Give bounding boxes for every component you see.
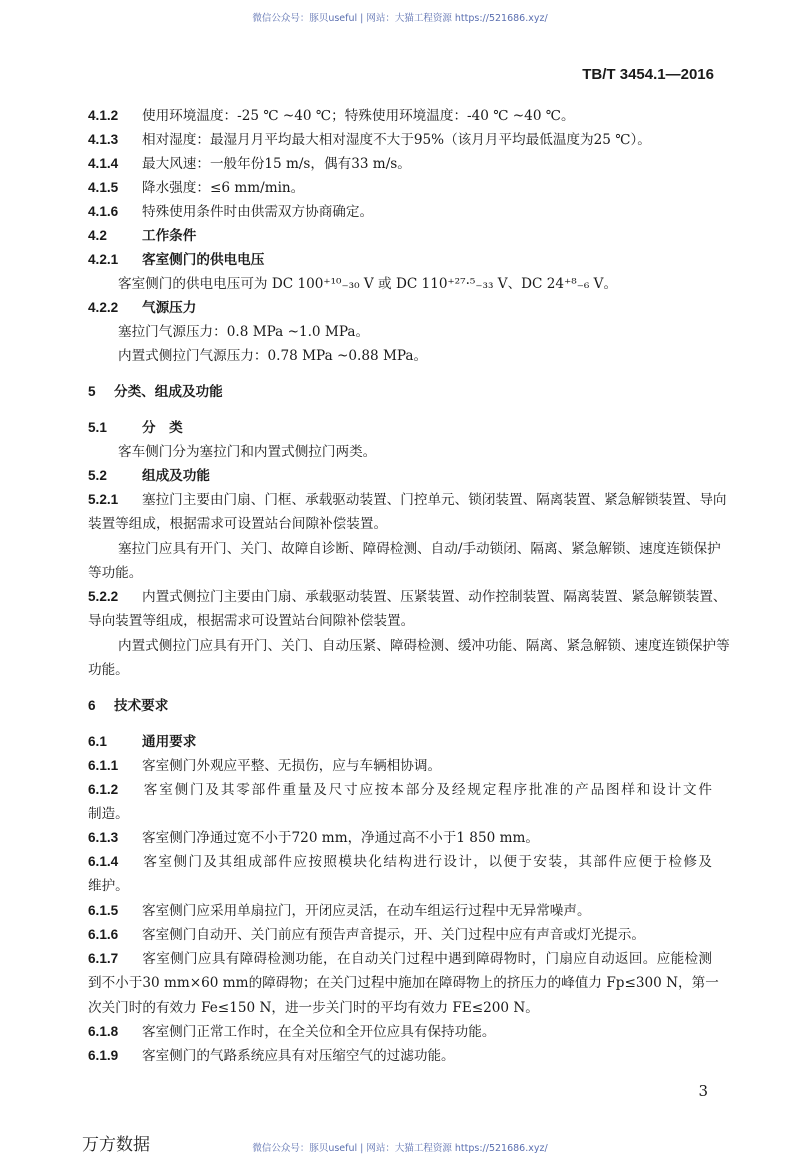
clause-text: 内置式侧拉门应具有开门、关门、自动压紧、障碍检测、缓冲功能、隔离、紧急解锁、速度连锁保护等 [118, 638, 730, 654]
text-line [88, 805, 712, 823]
text-line [88, 974, 719, 992]
text-line [118, 637, 730, 655]
text-line [88, 926, 712, 944]
clause-text: 客室侧门正常工作时，在全关位和全开位应具有保持功能。 [142, 1024, 496, 1040]
text-line [88, 515, 712, 533]
text-line [88, 950, 712, 968]
text-line [88, 588, 727, 606]
clause-number: 4.1.6 [88, 204, 119, 219]
clause-text: 客室侧门的气路系统应具有对压缩空气的过滤功能。 [142, 1048, 455, 1064]
clause-text: 客室侧门应采用单扇拉门，开闭应灵活，在动车组运行过程中无异常噪声。 [142, 903, 591, 919]
clause-number: 6.1.9 [88, 1048, 119, 1063]
clause-text: 到不小于30 mm×60 mm的障碍物；在关门过程中施加在障碍物上的挤压力的峰值力 Fp≤300 N，第一 [88, 975, 719, 991]
clause-number: 4.1.2 [88, 108, 119, 123]
clause-number: 6.1.3 [88, 830, 119, 845]
clause-text: 降水强度：≤6 mm/min。 [142, 180, 305, 196]
clause-text: 最大风速：一般年份15 m/s，偶有33 m/s。 [142, 156, 411, 172]
clause-text: 客室侧门自动开、关门前应有预告声音提示，开、关门过程中应有声音或灯光提示。 [142, 927, 645, 943]
clause-text: 通用要求 [142, 734, 197, 750]
section-heading [88, 697, 712, 715]
text-line [88, 564, 712, 582]
clause-number: 5.2.1 [88, 492, 119, 507]
section-heading [88, 383, 712, 401]
text-line [88, 179, 712, 197]
clause-number: 6.1.2 [88, 782, 119, 797]
clause-number: 6.1 [88, 734, 107, 749]
clause-text: 制造。 [88, 806, 129, 822]
section-heading [88, 419, 712, 437]
clause-text: 组成及功能 [142, 468, 210, 484]
clause-text: 相对湿度：最湿月月平均最大相对湿度不大于95%（该月月平均最低温度为25 ℃）。 [142, 132, 651, 148]
text-line [118, 275, 712, 293]
text-line [88, 491, 727, 509]
clause-text: 工作条件 [142, 228, 197, 244]
clause-text: 客室侧门净通过宽不小于720 mm，净通过高不小于1 850 mm。 [142, 830, 539, 846]
clause-number: 4.1.5 [88, 180, 119, 195]
section-heading [88, 467, 712, 485]
clause-text: 使用环境温度：-25 ℃ ~40 ℃；特殊使用环境温度：-40 ℃ ~40 ℃。 [142, 108, 575, 124]
clause-text: 内置式侧拉门气源压力：0.78 MPa ~0.88 MPa。 [118, 348, 428, 364]
text-line [118, 347, 712, 365]
page-number: 3 [698, 1082, 708, 1100]
clause-text: 装置等组成，根据需求可设置站台间隙补偿装置。 [88, 516, 388, 532]
footer-logo: 万方数据 [82, 1135, 150, 1155]
clause-number: 6.1.1 [88, 758, 119, 773]
clause-number: 6.1.6 [88, 927, 119, 942]
clause-number: 6.1.7 [88, 951, 119, 966]
text-line [88, 853, 712, 871]
clause-text: 导向装置等组成，根据需求可设置站台间隙补偿装置。 [88, 613, 415, 629]
text-line [88, 131, 712, 149]
section-heading [88, 299, 712, 317]
section-heading [88, 251, 712, 269]
section-heading [88, 227, 712, 245]
clause-number: 5 [88, 384, 96, 399]
clause-text: 等功能。 [88, 565, 143, 581]
clause-text: 客室侧门及其零部件重量及尺寸应按本部分及经规定程序批准的产品图样和设计文件 [142, 782, 712, 798]
clause-text: 塞拉门应具有开门、关门、故障自诊断、障碍检测、自动/手动锁闭、隔离、紧急解锁、速度连锁保护 [118, 541, 721, 557]
text-line [88, 829, 712, 847]
text-line [88, 781, 712, 799]
text-line [118, 443, 712, 461]
clause-text: 分 类 [142, 420, 183, 436]
text-line [118, 323, 712, 341]
text-line [88, 877, 712, 895]
clause-text: 特殊使用条件时由供需双方协商确定。 [142, 204, 374, 220]
clause-text: 气源压力 [142, 300, 197, 316]
clause-number: 4.2.1 [88, 252, 119, 267]
text-line [88, 155, 712, 173]
text-line [88, 661, 712, 679]
clause-number: 4.1.3 [88, 132, 119, 147]
clause-number: 6 [88, 698, 96, 713]
clause-number: 5.2.2 [88, 589, 119, 604]
text-line [88, 1023, 712, 1041]
clause-text: 客室侧门外观应平整、无损伤，应与车辆相协调。 [142, 758, 442, 774]
text-line [88, 902, 712, 920]
standard-number: TB/T 3454.1—2016 [582, 66, 714, 83]
text-line [88, 203, 712, 221]
text-line [88, 612, 712, 630]
clause-text: 客车侧门分为塞拉门和内置式侧拉门两类。 [118, 444, 377, 460]
clause-text: 客室侧门的供电电压可为 DC 100⁺¹⁰₋₃₀ V 或 DC 110⁺²⁷·⁵₋₃₃ V、DC 24⁺⁸₋₆ V。 [118, 276, 618, 292]
clause-text: 客室侧门及其组成部件应按照模块化结构进行设计，以便于安装，其部件应便于检修及 [142, 854, 712, 870]
clause-text: 分类、组成及功能 [114, 384, 223, 400]
text-line [88, 107, 712, 125]
section-heading [88, 733, 712, 751]
text-line [88, 757, 712, 775]
clause-number: 6.1.8 [88, 1024, 119, 1039]
clause-number: 4.1.4 [88, 156, 119, 171]
clause-text: 技术要求 [114, 698, 169, 714]
clause-text: 维护。 [88, 878, 129, 894]
clause-text: 塞拉门气源压力：0.8 MPa ~1.0 MPa。 [118, 324, 370, 340]
text-line [88, 999, 712, 1017]
watermark-top: 微信公众号：豚贝useful | 网站：大猫工程资源 https://521686.xyz/ [252, 13, 548, 24]
clause-number: 6.1.4 [88, 854, 119, 869]
clause-number: 6.1.5 [88, 903, 119, 918]
clause-number: 4.2 [88, 228, 107, 243]
text-line [118, 540, 721, 558]
clause-text: 客室侧门的供电电压 [142, 252, 265, 268]
clause-text: 内置式侧拉门主要由门扇、承载驱动装置、压紧装置、动作控制装置、隔离装置、紧急解锁装置、 [142, 589, 727, 605]
clause-text: 客室侧门应具有障碍检测功能，在自动关门过程中遇到障碍物时，门扇应自动返回。应能检测 [142, 951, 712, 967]
clause-text: 塞拉门主要由门扇、门框、承载驱动装置、门控单元、锁闭装置、隔离装置、紧急解锁装置、导向 [142, 492, 727, 508]
clause-text: 次关门时的有效力 Fe≤150 N，进一步关门时的平均有效力 FE≤200 N。 [88, 1000, 539, 1016]
clause-number: 4.2.2 [88, 300, 119, 315]
clause-number: 5.2 [88, 468, 107, 483]
text-line [88, 1047, 712, 1065]
clause-number: 5.1 [88, 420, 107, 435]
watermark-bottom: 微信公众号：豚贝useful | 网站：大猫工程资源 https://521686.xyz/ [252, 1143, 548, 1154]
clause-text: 功能。 [88, 662, 129, 678]
